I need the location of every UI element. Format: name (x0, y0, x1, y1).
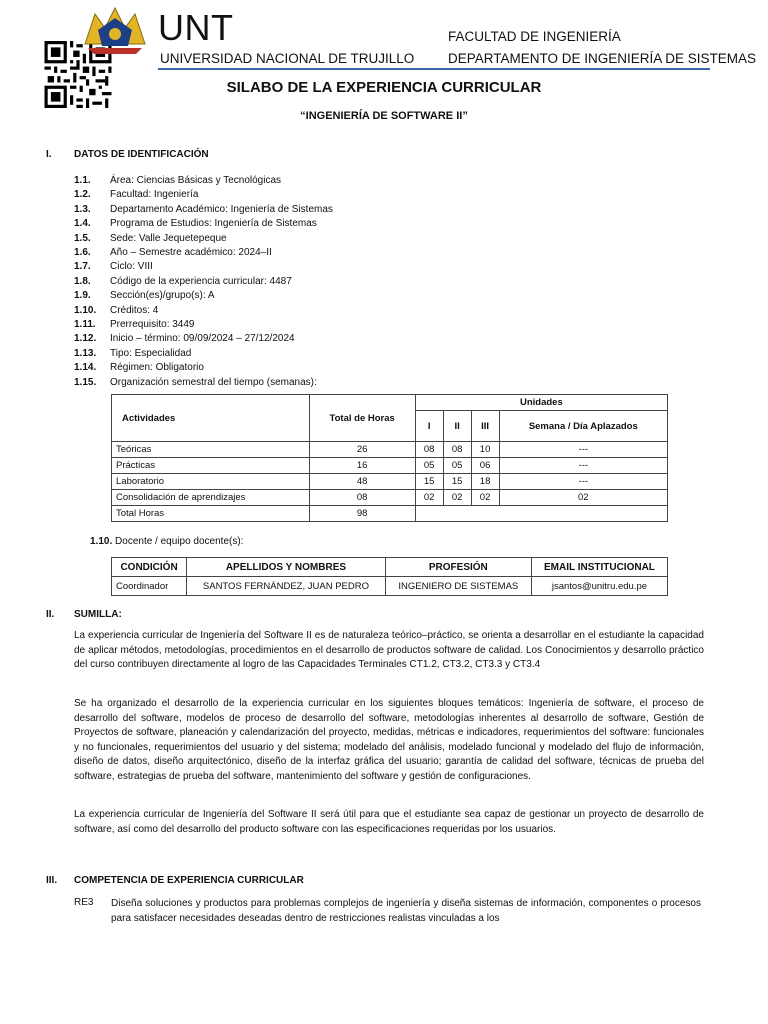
list-item (74, 332, 295, 345)
item-number: 1.4. (74, 218, 91, 230)
summary-paragraph: La experiencia curricular de Ingeniería del Software II será útil para que el estudiante sea capaz de gestionar un proyecto de desarrollo de software, así como del desarrollo del producto software con las especificaciones requeridas por los usuarios. (74, 809, 704, 835)
item-number: 1.10. (74, 304, 97, 316)
section-number: III. (46, 875, 58, 886)
summary-paragraph: Se ha organizado el desarrollo de la experiencia curricular en los siguientes bloques temáticos: Ingeniería de software, el proceso de desarrollo del software, modelos de proceso de desarrollo del software, metodologías inherentes al desarrollo de software, Gestión de Proyectos de software, planeación y calendarización del proyecto, medidas, métricas e indicadores, requerimientos del software: funcionales y no funcionales, requerimientos del usuario y del sistema; modelado del análisis, modelado funcional y modelado del flujo de información, diseño de datos, diseño arquitectónico, diseño de la interfaz gráfica del usuario; garantía de calidad del software, técnicas de prueba del software, estrategias de prueba del software, mantenimiento del software y gestión de configuraciones. (74, 698, 704, 782)
list-item (74, 203, 333, 216)
table-cell: Total Horas (112, 506, 310, 522)
table-cell: 08 (415, 442, 443, 458)
table-cell: 18 (471, 474, 499, 490)
item-number: 1.1. (74, 175, 91, 186)
list-item (74, 188, 198, 201)
teachers-table (111, 557, 668, 596)
section-title: DATOS DE IDENTIFICACIÓN (74, 149, 209, 160)
table-cell: 06 (471, 458, 499, 474)
table-cell: 05 (443, 458, 471, 474)
table-cell: 26 (309, 442, 415, 458)
table-cell: 02 (499, 490, 667, 506)
table-cell: --- (499, 474, 667, 490)
section-title: SUMILLA: (74, 609, 122, 620)
table-row (112, 442, 668, 458)
summary-paragraph: La experiencia curricular de Ingeniería del Software II es de naturaleza teórico–práctico, se orienta a desarrollar en el estudiante la capacidad de aplicar métodos, metodologías, procedimientos en el desarrollo de productos software de calidad. Los Conocimientos y desarrollo práctico del curso contribuyen directamente al logro de las Capacidades Terminales CT1.2, CT3.2, CT3.3 y CT3.4 (74, 630, 704, 670)
item-text: Prerrequisito: 3449 (110, 319, 195, 330)
table-cell: INGENIERO DE SISTEMAS (385, 577, 531, 596)
item-text: Créditos: 4 (110, 304, 159, 316)
department-name: DEPARTAMENTO DE INGENIERÍA DE SISTEMAS (448, 51, 757, 66)
list-item (74, 232, 227, 245)
list-item (74, 361, 204, 374)
table-cell: Laboratorio (112, 474, 310, 490)
table-cell: Teóricas (112, 442, 310, 458)
time-organization-table (111, 394, 668, 522)
item-number: 1.13. (74, 347, 97, 359)
table-header: Semana / Día Aplazados (499, 411, 667, 442)
item-number: 1.7. (74, 261, 91, 273)
item-text: Régimen: Obligatorio (110, 362, 204, 374)
table-cell: 48 (309, 474, 415, 490)
item-label: Docente / equipo docente(s): (115, 536, 244, 547)
item-number: 1.14. (74, 362, 97, 374)
item-text: Organización semestral del tiempo (semanas): (110, 376, 317, 388)
item-text: Facultad: Ingeniería (110, 189, 199, 201)
table-cell: 98 (309, 506, 415, 522)
table-row (112, 506, 668, 522)
item-text: Ciclo: VIII (110, 261, 153, 273)
list-item (74, 289, 215, 302)
table-cell: SANTOS FERNÁNDEZ, JUAN PEDRO (187, 577, 386, 596)
list-item (74, 275, 292, 288)
course-name: “INGENIERÍA DE SOFTWARE II” (300, 110, 468, 122)
item-number: 1.5. (74, 232, 91, 244)
competence-code: RE3 (74, 897, 94, 908)
item-text: Año – Semestre académico: 2024–II (110, 247, 272, 258)
list-item (74, 217, 317, 230)
teachers-heading (90, 536, 243, 547)
item-number: 1.6. (74, 247, 91, 258)
list-item (74, 304, 158, 317)
unt-logo-icon (80, 4, 150, 56)
item-number: 1.11. (74, 319, 96, 330)
table-header: EMAIL INSTITUCIONAL (531, 558, 667, 577)
table-cell: Prácticas (112, 458, 310, 474)
table-header: CONDICIÓN (112, 558, 187, 577)
list-item (74, 246, 272, 259)
item-text: Tipo: Especialidad (110, 347, 192, 359)
table-cell: Coordinador (112, 577, 187, 596)
table-cell: 02 (471, 490, 499, 506)
section-number: II. (46, 609, 55, 620)
item-number: 1.10. (90, 536, 113, 547)
item-text: Departamento Académico: Ingeniería de Sistemas (110, 203, 333, 215)
item-text: Código de la experiencia curricular: 4487 (110, 275, 292, 287)
table-cell: Consolidación de aprendizajes (112, 490, 310, 506)
brand-acronym: UNT (158, 7, 234, 48)
table-cell: 10 (471, 442, 499, 458)
item-text: Inicio – término: 09/09/2024 – 27/12/2024 (110, 333, 295, 345)
table-cell: 02 (415, 490, 443, 506)
table-cell: --- (499, 458, 667, 474)
table-row (112, 458, 668, 474)
email-link[interactable]: jsantos@unitru.edu.pe (531, 577, 667, 596)
item-number: 1.8. (74, 275, 91, 287)
table-header: PROFESIÓN (385, 558, 531, 577)
section-title: COMPETENCIA DE EXPERIENCIA CURRICULAR (74, 875, 304, 886)
item-text: Sede: Valle Jequetepeque (110, 232, 227, 244)
item-text: Área: Ciencias Básicas y Tecnológicas (110, 175, 282, 186)
table-cell: 16 (309, 458, 415, 474)
header-divider (158, 68, 710, 70)
list-item (74, 174, 281, 187)
table-cell: 15 (415, 474, 443, 490)
document-title: SILABO DE LA EXPERIENCIA CURRICULAR (226, 79, 542, 96)
table-cell (415, 506, 667, 522)
table-header: I (415, 411, 443, 442)
list-item (74, 318, 195, 331)
item-number: 1.15. (74, 376, 97, 388)
section-number: I. (46, 149, 52, 160)
table-cell: 08 (309, 490, 415, 506)
list-item (74, 260, 153, 273)
item-number: 1.3. (74, 203, 91, 215)
list-item (74, 347, 191, 360)
table-cell: 05 (415, 458, 443, 474)
item-number: 1.9. (74, 290, 91, 302)
table-row (112, 474, 668, 490)
list-item (74, 376, 317, 389)
table-header: Actividades (112, 395, 310, 442)
table-cell: 15 (443, 474, 471, 490)
table-row (112, 490, 668, 506)
table-header: Unidades (415, 395, 667, 411)
table-header: APELLIDOS Y NOMBRES (187, 558, 386, 577)
item-number: 1.12. (74, 333, 97, 345)
competence-text: Diseña soluciones y productos para problemas complejos de ingeniería y diseña sistemas de información, componentes o procesos para satisfacer necesidades deseadas dentro de restricciones realistas vinculadas a los (111, 898, 701, 924)
table-header: II (443, 411, 471, 442)
table-row (112, 577, 668, 596)
item-number: 1.2. (74, 189, 91, 201)
table-header: Total de Horas (309, 395, 415, 442)
item-text: Sección(es)/grupo(s): A (110, 290, 215, 302)
table-cell: 02 (443, 490, 471, 506)
faculty-name: FACULTAD DE INGENIERÍA (448, 29, 621, 44)
table-header: III (471, 411, 499, 442)
item-text: Programa de Estudios: Ingeniería de Sistemas (110, 218, 317, 230)
table-cell: --- (499, 442, 667, 458)
university-name: UNIVERSIDAD NACIONAL DE TRUJILLO (160, 51, 415, 66)
table-cell: 08 (443, 442, 471, 458)
